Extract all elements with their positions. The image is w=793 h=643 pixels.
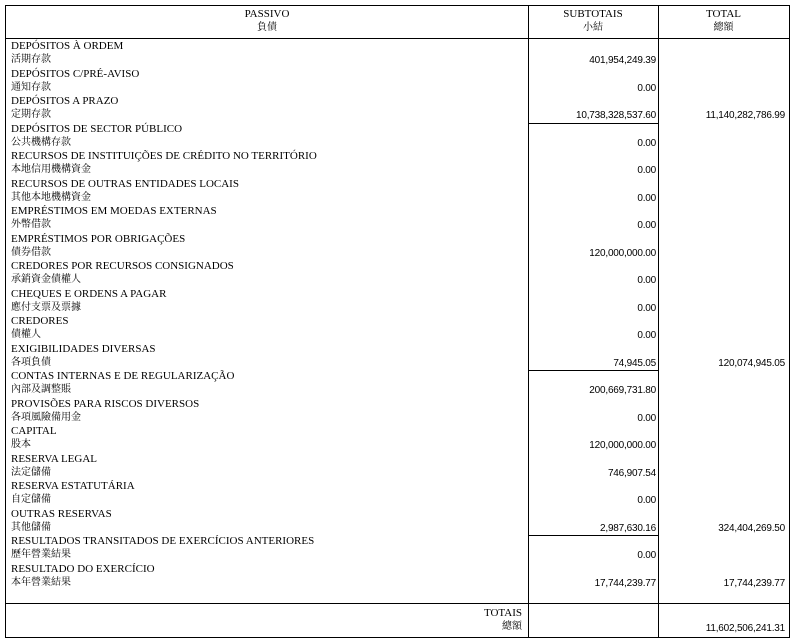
subtotal-value: 0.00 — [637, 165, 656, 176]
subtotal-value: 0.00 — [637, 220, 656, 231]
account-row-label — [11, 288, 166, 314]
account-row-label — [11, 260, 234, 286]
account-name-zh: 各項風險備用金 — [11, 411, 81, 423]
account-name-zh: 外幣借款 — [11, 219, 51, 230]
account-name-zh: 各項負債 — [11, 356, 51, 368]
account-row-label — [11, 508, 112, 534]
account-name-pt: RESERVA ESTATUTÁRIA — [11, 480, 135, 492]
account-name-pt: CHEQUES E ORDENS A PAGAR — [11, 287, 167, 300]
account-row-label — [11, 205, 217, 231]
account-name-zh: 定期存款 — [11, 109, 51, 120]
account-name-pt: DEPÓSITOS DE SECTOR PÚBLICO — [11, 122, 183, 135]
account-row-label — [11, 480, 135, 506]
subtotal-value: 120,000,000.00 — [589, 247, 656, 259]
account-name-zh: 公共機構存款 — [11, 136, 71, 148]
account-name-pt: PROVISÕES PARA RISCOS DIVERSOS — [11, 397, 200, 410]
subtotal-value: 0.00 — [637, 330, 656, 341]
subtotal-value: 0.00 — [637, 412, 656, 424]
account-row-label — [11, 233, 185, 259]
account-row-label — [11, 370, 234, 396]
total-value: 324,404,269.50 — [718, 522, 785, 534]
header-total: TOTAL 總額 — [706, 8, 741, 33]
account-row-label — [11, 40, 123, 66]
account-row-label — [11, 343, 156, 369]
subtotal-value: 17,744,239.77 — [594, 577, 656, 589]
account-name-zh: 債權人 — [11, 329, 41, 340]
account-row-label — [11, 150, 317, 176]
header-subtotais: SUBTOTAIS 小結 — [563, 8, 623, 33]
subtotal-value: 200,669,731.80 — [589, 385, 656, 396]
subtotal-value: 0.00 — [637, 550, 656, 561]
subtotal-divider — [528, 123, 658, 124]
account-name-zh: 活期存款 — [11, 54, 51, 65]
column-divider — [658, 6, 659, 637]
total-value: 120,074,945.05 — [718, 357, 785, 369]
subtotal-value: 0.00 — [637, 192, 656, 204]
total-value: 11,140,282,786.99 — [705, 110, 785, 121]
account-name-pt: RESERVA LEGAL — [11, 452, 98, 465]
account-name-pt: EMPRÉSTIMOS EM MOEDAS EXTERNAS — [11, 205, 217, 217]
account-row-label — [11, 315, 68, 341]
account-name-pt: CREDORES — [11, 315, 69, 327]
account-row-label — [11, 68, 139, 94]
account-name-zh: 歷年營業結果 — [11, 549, 71, 560]
totals-label: TOTAIS 總額 — [483, 607, 522, 632]
account-name-pt: CONTAS INTERNAS E DE REGULARIZAÇÃO — [11, 370, 235, 382]
account-name-zh: 內部及調整賬 — [11, 384, 71, 395]
subtotal-value: 0.00 — [637, 137, 656, 149]
account-name-zh: 承銷資金債權人 — [11, 274, 81, 285]
subtotal-value: 401,954,249.39 — [589, 55, 656, 66]
account-name-zh: 本地信用機構資金 — [11, 164, 91, 175]
subtotal-value: 2,987,630.16 — [600, 522, 656, 534]
account-row-label — [11, 425, 57, 451]
totals-divider — [6, 603, 789, 604]
account-row-label — [11, 123, 182, 149]
account-name-pt: RESULTADOS TRANSITADOS DE EXERCÍCIOS ANTERIORES — [11, 535, 315, 547]
total-value: 17,744,239.77 — [723, 577, 785, 589]
account-name-zh: 股本 — [11, 439, 31, 450]
account-name-pt: EXIGIBILIDADES DIVERSAS — [11, 342, 156, 355]
subtotal-divider — [528, 370, 658, 371]
account-name-pt: DEPÓSITOS À ORDEM — [11, 40, 124, 52]
account-name-zh: 其他儲備 — [11, 521, 51, 533]
account-name-zh: 通知存款 — [11, 81, 51, 93]
account-name-zh: 自定儲備 — [11, 494, 51, 505]
account-name-zh: 應付支票及票據 — [11, 301, 81, 313]
account-name-zh: 其他本地機構資金 — [11, 191, 91, 203]
account-row-label — [11, 398, 199, 424]
subtotal-value: 746,907.54 — [607, 467, 656, 479]
account-name-pt: CREDORES POR RECURSOS CONSIGNADOS — [11, 260, 234, 272]
account-name-pt: CAPITAL — [11, 425, 57, 437]
subtotal-value: 10,738,328,537.60 — [575, 110, 656, 121]
subtotal-value: 0.00 — [637, 275, 656, 286]
header-passivo: PASSIVO 負債 — [244, 8, 290, 33]
account-row-label — [11, 563, 155, 589]
subtotal-value: 0.00 — [637, 495, 656, 506]
account-name-zh: 債券借款 — [11, 246, 51, 258]
balance-sheet-table — [5, 5, 790, 638]
account-name-zh: 本年營業結果 — [11, 576, 71, 588]
subtotal-divider — [528, 535, 658, 536]
column-divider — [528, 6, 529, 637]
grand-total-value: 11,602,506,241.31 — [705, 623, 785, 634]
account-row-label — [11, 95, 118, 121]
account-name-pt: RECURSOS DE OUTRAS ENTIDADES LOCAIS — [11, 177, 239, 190]
account-name-pt: RESULTADO DO EXERCÍCIO — [11, 562, 155, 575]
subtotal-value: 120,000,000.00 — [589, 440, 656, 451]
account-name-pt: OUTRAS RESERVAS — [11, 507, 112, 520]
account-name-pt: EMPRÉSTIMOS POR OBRIGAÇÕES — [11, 232, 186, 245]
account-row-label — [11, 453, 97, 479]
header-divider — [6, 38, 789, 39]
account-name-pt: DEPÓSITOS C/PRÉ-AVISO — [11, 67, 140, 80]
account-row-label — [11, 535, 314, 561]
account-name-zh: 法定儲備 — [11, 466, 51, 478]
account-name-pt: DEPÓSITOS A PRAZO — [11, 95, 119, 107]
subtotal-value: 74,945.05 — [613, 357, 656, 369]
subtotal-value: 0.00 — [637, 302, 656, 314]
subtotal-value: 0.00 — [637, 82, 656, 94]
account-row-label — [11, 178, 239, 204]
account-name-pt: RECURSOS DE INSTITUIÇÕES DE CRÉDITO NO TERRITÓRIO — [11, 150, 317, 162]
